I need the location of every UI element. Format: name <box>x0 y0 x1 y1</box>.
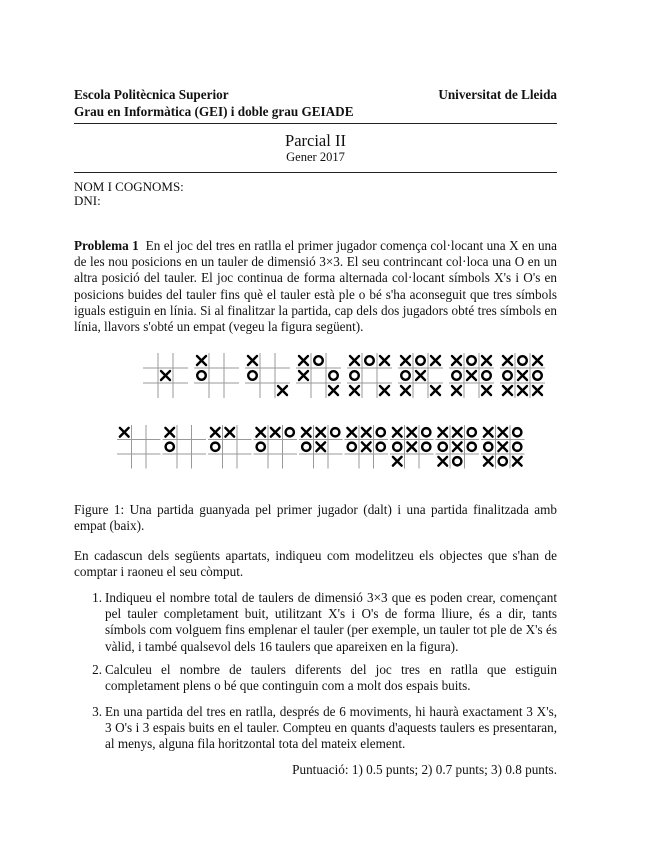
figure-caption: Figure 1: Una partida guanyada pel primer jugador (dalt) i una partida finalitzada amb empat (baix). <box>74 502 557 534</box>
question-1 <box>88 590 557 655</box>
o-mark <box>286 428 294 436</box>
o-mark <box>350 371 359 380</box>
x-mark <box>513 457 522 466</box>
degree-name: Grau en Informàtica (GEI) i doble grau GEIADE <box>74 104 354 119</box>
tic-tac-toe-board <box>398 353 443 398</box>
x-mark <box>393 457 402 466</box>
x-mark <box>498 428 507 437</box>
x-mark <box>316 428 325 437</box>
x-mark <box>518 371 527 380</box>
o-mark <box>468 443 476 451</box>
tic-tac-toe-board <box>347 353 392 398</box>
x-mark <box>416 371 425 380</box>
x-mark <box>380 356 389 365</box>
x-mark <box>302 428 311 437</box>
x-mark <box>278 386 287 395</box>
o-mark <box>393 443 401 451</box>
o-mark <box>331 428 339 436</box>
x-mark <box>453 442 462 451</box>
title-rule <box>74 172 557 173</box>
question-text: Indiqueu el nombre total de taulers de dimensió 3×3 que es poden crear, començant pel tauler completament buit, utilitzant X's i O's de forma lliure, és a dir, tants símbols com volguem fins emplenar el tauler (per exemple, un tauler tot ple de X's és vàlid, i també qualsevol dels 16 taulers que apareixen en la figura). <box>105 590 557 654</box>
x-mark <box>211 428 220 437</box>
problem-label: Problema 1 <box>74 238 139 253</box>
x-mark <box>518 386 527 395</box>
x-mark <box>467 371 476 380</box>
o-mark <box>503 371 512 380</box>
x-mark <box>362 442 371 451</box>
x-mark <box>438 457 447 466</box>
tic-tac-toe-board <box>245 353 290 398</box>
x-mark <box>120 428 129 437</box>
x-mark <box>299 356 308 365</box>
id-label: DNI: <box>74 193 101 208</box>
tic-tac-toe-board <box>345 425 389 469</box>
o-mark <box>482 371 491 380</box>
x-mark <box>350 356 359 365</box>
x-mark <box>533 386 542 395</box>
o-mark <box>453 457 461 465</box>
x-mark <box>431 386 440 395</box>
question-text: Calculeu el nombre de taulers diferents del joc tres en ratlla que estiguin completament plens o bé que continguin com a molt dos espais buits. <box>105 662 557 694</box>
tic-tac-toe-board <box>163 425 207 469</box>
o-mark <box>211 443 219 451</box>
x-mark <box>503 356 512 365</box>
tic-tac-toe-board <box>299 425 343 469</box>
o-mark <box>257 443 265 451</box>
o-mark <box>513 428 521 436</box>
tic-tac-toe-board <box>254 425 298 469</box>
question-number: 2. <box>92 662 102 677</box>
university-name: Universitat de Lleida <box>438 87 557 102</box>
tic-tac-toe-board <box>117 425 161 469</box>
tic-tac-toe-board <box>500 353 545 398</box>
x-mark <box>248 356 257 365</box>
x-mark <box>503 386 512 395</box>
tic-tac-toe-board <box>194 353 239 398</box>
o-mark <box>422 428 430 436</box>
x-mark <box>197 356 206 365</box>
exam-title: Parcial II <box>285 131 346 150</box>
x-mark <box>484 428 493 437</box>
o-mark <box>314 356 323 365</box>
score-line: Puntuació: 1) 0.5 punts; 2) 0.7 punts; 3) 0.8 punts. <box>292 762 557 777</box>
o-mark <box>248 371 257 380</box>
x-mark <box>431 356 440 365</box>
x-mark <box>347 428 356 437</box>
tic-tac-toe-board <box>143 353 188 398</box>
x-mark <box>453 428 462 437</box>
o-mark <box>416 356 425 365</box>
name-label: NOM I COGNOMS: <box>74 179 184 194</box>
x-mark <box>362 428 371 437</box>
o-mark <box>422 443 430 451</box>
o-mark <box>401 371 410 380</box>
o-mark <box>467 356 476 365</box>
header-rule <box>74 123 557 124</box>
tic-tac-toe-board <box>296 353 341 398</box>
x-mark <box>401 386 410 395</box>
x-mark <box>350 386 359 395</box>
o-mark <box>329 371 338 380</box>
tic-tac-toe-board <box>481 425 525 469</box>
o-mark <box>166 443 174 451</box>
x-mark <box>380 386 389 395</box>
x-mark <box>407 428 416 437</box>
o-mark <box>452 371 461 380</box>
school-name: Escola Politècnica Superior <box>74 87 229 102</box>
x-mark <box>484 457 493 466</box>
x-mark <box>271 428 280 437</box>
exam-date: Gener 2017 <box>286 150 345 164</box>
figure-boards <box>0 340 655 480</box>
x-mark <box>329 386 338 395</box>
tic-tac-toe-board <box>449 353 494 398</box>
o-mark <box>302 443 310 451</box>
question-3 <box>88 704 557 753</box>
instructions: En cadascun dels següents apartats, indiqueu com modelitzeu els objectes que s'han de comptar i raoneu el seu còmput. <box>74 548 557 580</box>
x-mark <box>498 442 507 451</box>
x-mark <box>299 371 308 380</box>
x-mark <box>256 428 265 437</box>
problem-intro: En el joc del tres en ratlla el primer jugador comença col·locant una X en una de les nou posicions en un tauler de dimensió 3×3. El seu contrincant col·loca una O en un altra posició del tauler. El joc continua de forma alternada col·locant símbols X's i O's en posicions buides del tauler fins què el tauler està ple o bé s'ha aconseguit que tres símbols iguals estiguin en línia. Si al finalitzar la partida, cap dels dos jugadors obté tres símbols en línia, llavors s'obté un empat (vegeu la figura següent). <box>74 238 557 335</box>
x-mark <box>407 442 416 451</box>
o-mark <box>365 356 374 365</box>
x-mark <box>452 386 461 395</box>
o-mark <box>377 443 385 451</box>
board-row-draw <box>117 425 525 469</box>
o-mark <box>499 457 507 465</box>
x-mark <box>225 428 234 437</box>
x-mark <box>452 356 461 365</box>
x-mark <box>316 442 325 451</box>
x-mark <box>533 356 542 365</box>
x-mark <box>161 371 170 380</box>
x-mark <box>393 428 402 437</box>
tic-tac-toe-board <box>390 425 434 469</box>
o-mark <box>484 443 492 451</box>
o-mark <box>439 443 447 451</box>
question-number: 1. <box>92 590 102 605</box>
x-mark <box>165 428 174 437</box>
o-mark <box>377 428 385 436</box>
x-mark <box>482 356 491 365</box>
o-mark <box>197 371 206 380</box>
tic-tac-toe-board <box>208 425 252 469</box>
o-mark <box>518 356 527 365</box>
question-2 <box>88 662 557 694</box>
x-mark <box>438 428 447 437</box>
o-mark <box>348 443 356 451</box>
question-text: En una partida del tres en ratlla, després de 6 moviments, hi haurà exactament 3 X's, 3 O's i 3 espais buits en el tauler. Compteu en quants d'aquests taulers es presentaran, al menys, alguna fila horitzontal tota del mateix element. <box>105 704 557 752</box>
board-row-won <box>143 353 545 398</box>
problem-statement <box>74 238 557 335</box>
o-mark <box>533 371 542 380</box>
tic-tac-toe-board <box>436 425 480 469</box>
x-mark <box>482 386 491 395</box>
o-mark <box>513 443 521 451</box>
question-number: 3. <box>92 704 102 719</box>
x-mark <box>401 356 410 365</box>
o-mark <box>468 428 476 436</box>
